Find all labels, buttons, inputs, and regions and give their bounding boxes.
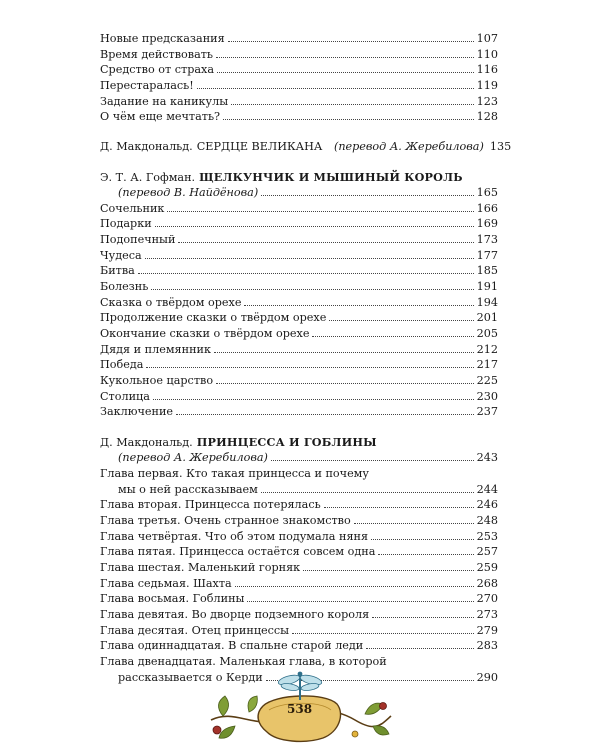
page-number: 201 (476, 311, 498, 325)
toc-entry[interactable] (100, 279, 498, 295)
page-number: 116 (476, 63, 498, 77)
entry-title: Глава восьмая. Гоблины (100, 592, 245, 606)
page-number: 225 (476, 374, 498, 388)
leader-dots (261, 482, 474, 493)
page-number: 135 (489, 140, 512, 154)
page-number: 205 (476, 327, 498, 340)
toc-entry[interactable] (100, 544, 498, 560)
entry-title: Глава одиннадцатая. В спальне старой леди (100, 639, 364, 653)
entry-title: Глава пятая. Принцесса остаётся совсем одна (100, 545, 376, 559)
toc-entry[interactable] (100, 232, 498, 248)
work-title: СЕРДЦЕ ВЕЛИКАНА (196, 140, 323, 154)
entry-title: Глава четвёртая. Что об этом подумала няня (100, 529, 369, 543)
page-number: 212 (476, 342, 498, 356)
toc-heading-shchelkunchik[interactable] (100, 169, 498, 185)
toc-entry[interactable] (100, 638, 498, 654)
page-number: 177 (476, 248, 498, 262)
toc-entry[interactable] (100, 47, 498, 63)
toc-entry[interactable] (100, 94, 498, 110)
entry-title: Сказка о твёрдом орехе (100, 295, 242, 309)
leader-dots (372, 607, 473, 618)
section-entries (100, 497, 498, 654)
leader-dots (231, 94, 474, 105)
toc-entry[interactable] (100, 201, 498, 217)
leader-dots (167, 201, 473, 212)
toc-entry[interactable] (100, 326, 498, 342)
leader-dots (324, 497, 474, 508)
entry-title: Глава шестая. Маленький горняк (100, 560, 301, 574)
entry-title: Подопечный (100, 232, 176, 246)
leader-dots (228, 31, 474, 42)
translator-entry[interactable] (100, 450, 498, 466)
toc-entry[interactable] (100, 310, 498, 326)
entry-title: Глава вторая. Принцесса потерялась (100, 498, 321, 512)
page-number: 253 (476, 529, 498, 543)
page-number: 173 (476, 232, 498, 246)
toc-entry[interactable] (100, 497, 498, 513)
leader-dots (271, 450, 474, 461)
leader-dots (197, 78, 474, 89)
page-number: 237 (476, 405, 498, 419)
leader-dots (146, 357, 473, 368)
entry-title: Окончание сказки о твёрдом орехе (100, 327, 310, 340)
leader-dots (217, 62, 474, 73)
leader-dots (216, 47, 474, 58)
entry-title: Глава третья. Очень странное знакомство (100, 513, 351, 527)
leader-dots (145, 248, 474, 259)
toc-heading-printsessa-i-gobliny[interactable] (100, 434, 498, 450)
entry-title: Глава девятая. Во дворце подземного короля (100, 608, 370, 621)
page-number: 110 (476, 47, 498, 61)
page-footer-ornament (205, 668, 395, 746)
section-entries (100, 201, 498, 421)
toc-entry[interactable] (100, 529, 498, 545)
entry-title: Чудеса (100, 248, 142, 262)
toc-entry[interactable] (100, 607, 498, 623)
toc-entry[interactable] (100, 623, 498, 639)
page-number: 270 (476, 592, 498, 606)
page-number: 290 (476, 670, 498, 684)
author-name: Д. Макдональд. (100, 436, 193, 450)
leader-dots (366, 638, 473, 649)
leader-dots (223, 109, 474, 120)
page-number-footer: 538 (287, 702, 313, 716)
toc-entry[interactable] (100, 342, 498, 358)
toc-entry[interactable] (100, 373, 498, 389)
leader-dots (244, 295, 473, 306)
page-number: 259 (476, 560, 498, 574)
toc-entry[interactable] (100, 216, 498, 232)
toc-entry[interactable] (100, 248, 498, 264)
toc-entry[interactable] (100, 389, 498, 405)
toc-entry[interactable] (100, 357, 498, 373)
toc-entry-chapter-12-line1[interactable]: Глава двенадцатая. Маленькая глава, в которой (100, 655, 387, 669)
translator-credit: (перевод А. Жеребилова) (333, 140, 484, 154)
page-number: 230 (476, 389, 498, 403)
leader-dots (261, 185, 473, 196)
work-title: ПРИНЦЕССА И ГОБЛИНЫ (196, 435, 377, 450)
page-number: 248 (476, 513, 498, 527)
leader-dots (155, 216, 474, 227)
toc-entry[interactable] (100, 295, 498, 311)
leader-dots (371, 529, 474, 540)
leader-dots (378, 544, 473, 555)
leader-dots (216, 373, 474, 384)
author-name: Э. Т. А. Гофман. (100, 170, 196, 184)
entry-title: Задание на каникулы (100, 94, 229, 108)
entry-title: Столица (100, 389, 150, 403)
entry-title: Заключение (100, 405, 174, 419)
page-number: 279 (476, 623, 498, 637)
leader-dots (312, 326, 473, 337)
toc-entry[interactable] (100, 560, 498, 576)
leader-dots (235, 576, 474, 587)
entry-title: Время действовать (100, 47, 214, 61)
toc-entry[interactable] (100, 109, 498, 125)
entry-title: Средство от страха (100, 63, 215, 77)
page-number: 243 (476, 451, 498, 465)
entry-title: Перестаралась! (100, 79, 194, 93)
leader-dots (138, 263, 474, 274)
toc-entry[interactable] (100, 591, 498, 607)
leader-dots (292, 623, 474, 634)
page-number: 268 (476, 576, 498, 590)
toc-entry-chapter-1-line1[interactable]: Глава первая. Кто такая принцесса и почему (100, 466, 369, 480)
toc-entry-chapter-1[interactable]: мы о ней рассказываем 244 (118, 482, 498, 496)
author-name: Д. Макдональд. (100, 140, 193, 154)
leader-dots (214, 342, 474, 353)
leader-dots (329, 310, 473, 321)
leader-dots (151, 279, 473, 290)
toc-entry[interactable] (100, 62, 498, 78)
entry-title: Сочельник (100, 201, 165, 215)
page-number: 191 (476, 279, 498, 293)
toc-entry[interactable] (100, 263, 498, 279)
toc-entry-chapter-12[interactable]: рассказывается о Керди 290 (118, 670, 498, 684)
page-number: 119 (476, 79, 498, 93)
page-number: 244 (476, 482, 498, 496)
toc-entry[interactable] (100, 404, 498, 420)
page-number: 273 (476, 608, 498, 621)
entry-title: О чём еще мечтать? (100, 110, 221, 124)
leader-dots (247, 591, 473, 602)
translator-entry[interactable] (100, 185, 498, 201)
section-continuation (100, 31, 498, 125)
leader-dots (354, 513, 474, 524)
toc-entry[interactable] (100, 78, 498, 94)
page-number: 283 (476, 639, 498, 653)
entry-title: Дядя и племянник (100, 342, 211, 356)
page-number: 185 (476, 264, 498, 278)
translator-credit: (перевод В. Найдёнова) (118, 185, 259, 199)
entry-title: Болезнь (100, 279, 149, 293)
page-number: 246 (476, 498, 498, 512)
toc-heading-serdtse-velikana[interactable] (100, 139, 512, 155)
page-number: 257 (476, 545, 498, 559)
page-number: 194 (476, 295, 498, 309)
toc-entry[interactable] (100, 31, 498, 47)
page-number: 169 (476, 217, 498, 231)
leader-dots (176, 404, 474, 415)
translator-credit: (перевод А. Жеребилова) (118, 451, 268, 465)
page-number: 128 (476, 110, 498, 124)
entry-title: Глава седьмая. Шахта (100, 576, 232, 590)
toc-entry[interactable] (100, 513, 498, 529)
leader-dots (303, 560, 473, 571)
entry-title: Продолжение сказки о твёрдом орехе (100, 311, 327, 325)
entry-title: Подарки (100, 217, 152, 231)
leader-dots (153, 389, 474, 400)
entry-title: Кукольное царство (100, 374, 214, 388)
page-number: 217 (476, 358, 498, 372)
leader-dots (178, 232, 473, 243)
work-title: ЩЕЛКУНЧИК И МЫШИНЫЙ КОРОЛЬ (199, 169, 463, 184)
page-number: 123 (476, 94, 498, 108)
entry-title: Победа (100, 358, 144, 372)
page-number: 165 (476, 185, 498, 199)
page-number: 166 (476, 201, 498, 215)
table-of-contents (100, 31, 512, 685)
entry-title: Глава десятая. Отец принцессы (100, 623, 290, 637)
page-number: 107 (476, 32, 498, 45)
toc-entry[interactable] (100, 576, 498, 592)
entry-title: Битва (100, 264, 135, 278)
entry-title: Новые предсказания (100, 32, 225, 45)
